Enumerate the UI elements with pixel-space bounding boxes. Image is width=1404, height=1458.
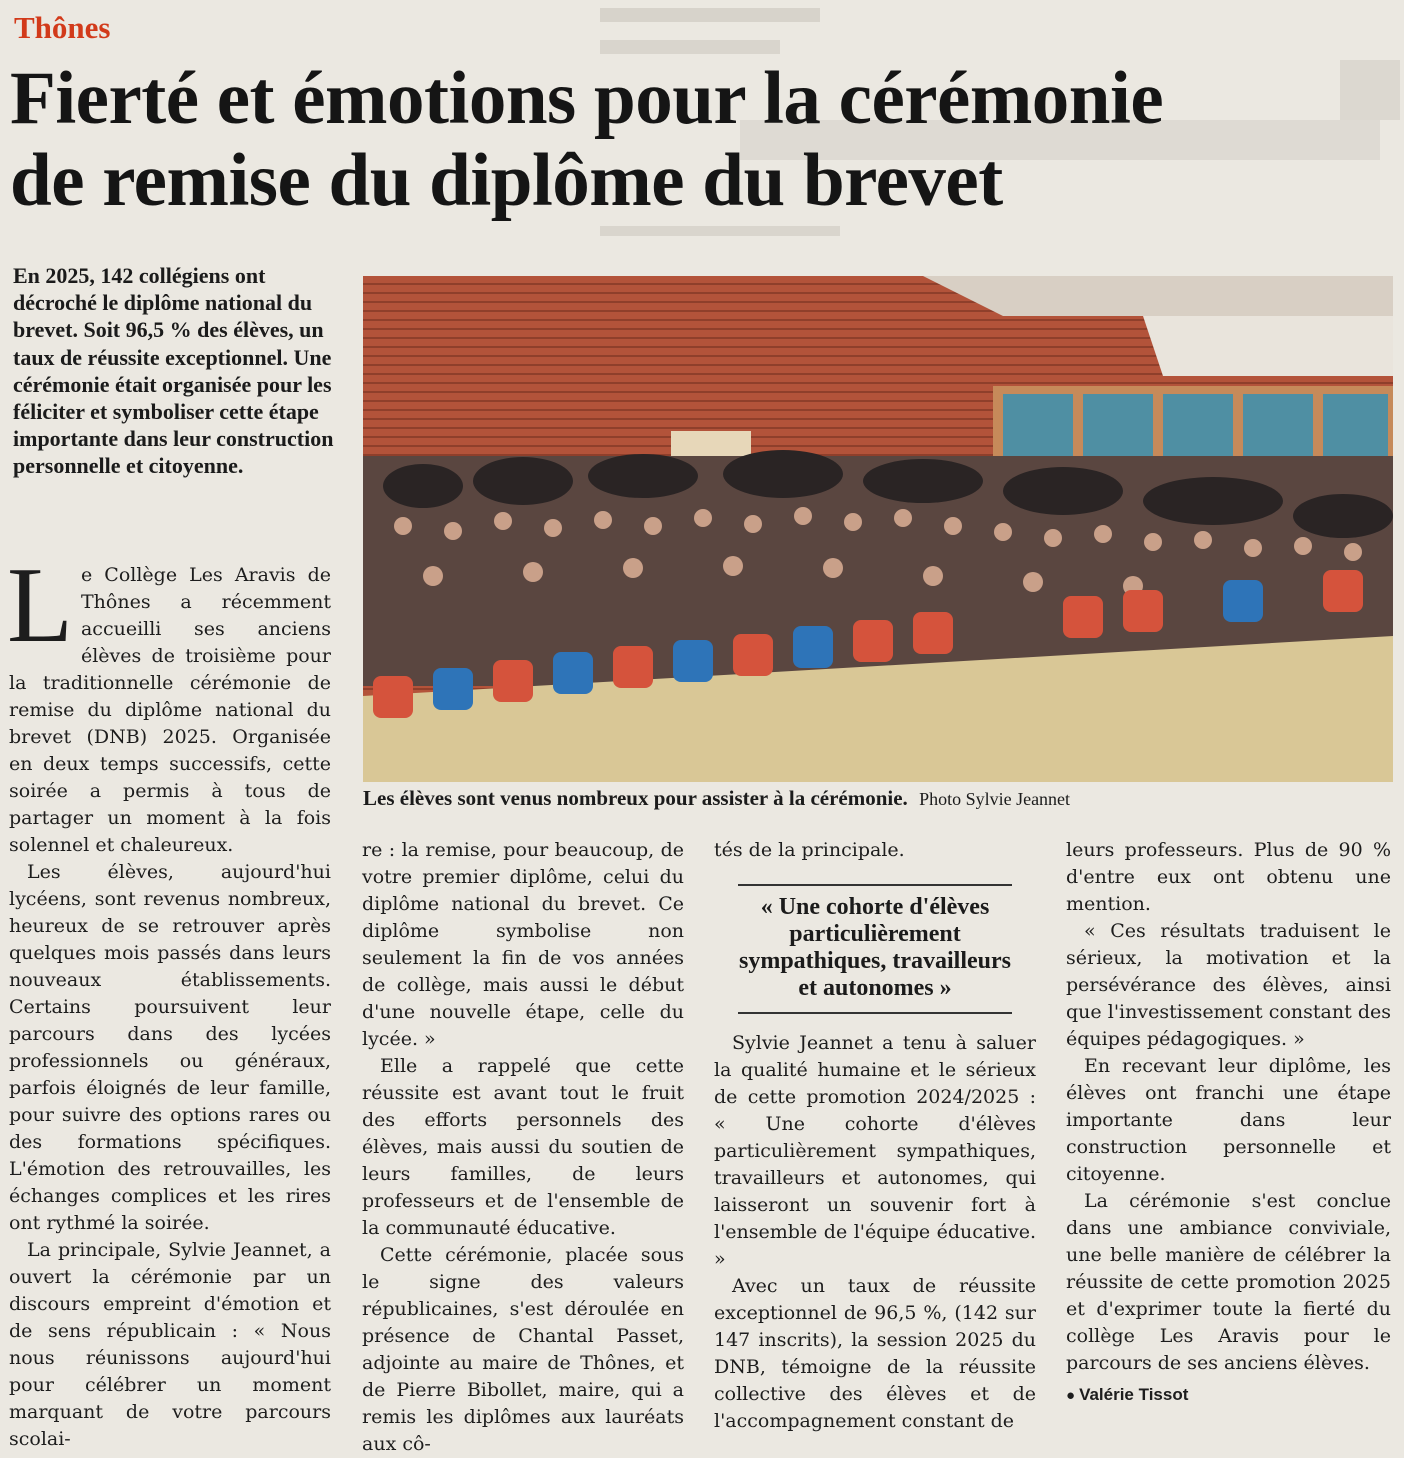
article-lead: En 2025, 142 collégiens ont décroché le diplôme national du brevet. Soit 96,5 % des élèves, un taux de réussite exceptionnel. Une cérémonie était organisée pour les féliciter et symboliser cette étape importante dans leur construction personnelle et citoyenne. [13,263,334,479]
ceremony-photo-illustration [363,276,1393,782]
author-name: Valérie Tissot [1079,1385,1189,1404]
drop-cap: L [7,546,73,665]
column-3-paragraph-1: tés de la principale. [714,839,905,861]
column-3-paragraph-2: Sylvie Jeannet a tenu à saluer la qualité humaine et le sérieux de cette promotion 2024/2025 : « Une cohorte d'élèves particulièrement sympathiques, travailleurs et autonomes, qui laisseront un souvenir fort à l'ensemble de l'équipe éducative. » [714,1032,1036,1270]
column-4-paragraph-4: La cérémonie s'est conclue dans une ambiance conviviale, une belle manière de célébrer la réussite de cette promotion 2025 et d'exprimer toute la fierté du collège Les Aravis pour le parcours de ses anciens élèves. [1066,1190,1391,1374]
column-3-paragraph-3: Avec un taux de réussite exceptionnel de 96,5 %, (142 sur 147 inscrits), la session 2025 du DNB, témoigne de la réussite collective des élèves et de l'accompagnement constant de [714,1275,1036,1432]
column-2-paragraph-2: Elle a rappelé que cette réussite est avant tout le fruit des efforts personnels des élèves, mais aussi du soutien de leurs familles, de leurs professeurs et de l'ensemble de la communauté éducative. [362,1055,684,1239]
column-1-paragraph-2: Les élèves, aujourd'hui lycéens, sont revenus nombreux, heureux de se retrouver après quelques mois passés dans leurs nouveaux établissements. Certains poursuivent leur parcours dans des lycées professionnels ou généraux, parfois éloignés de leur famille, pour suivre des options rares ou des formations spécifiques. L'émotion des retrouvailles, les échanges complices et les rires ont rythmé la soirée. [9,861,331,1234]
article-column-3 [714,837,1036,1435]
ceremony-photo [363,276,1393,782]
article-kicker: Thônes [14,10,111,45]
photo-credit: Photo Sylvie Jeannet [919,789,1071,809]
column-2-paragraph-3: Cette cérémonie, placée sous le signe des valeurs républicaines, s'est déroulée en présence de Chantal Passet, adjointe au maire de Thônes, et de Pierre Bibollet, maire, qui a remis les diplômes aux lauréats aux cô- [362,1244,684,1455]
article-column-2 [362,837,684,1458]
column-4-paragraph-3: En recevant leur diplôme, les élèves ont franchi une étape importante dans leur construction personnelle et citoyenne. [1066,1055,1391,1185]
column-4-paragraph-1: leurs professeurs. Plus de 90 % d'entre eux ont obtenu une mention. [1066,839,1391,915]
column-4-paragraph-2: « Ces résultats traduisent le sérieux, la motivation et la persévérance des élèves, ainsi que l'investissement constant des équipes pédagogiques. » [1066,920,1391,1050]
column-1-paragraph-1-text: e Collège Les Aravis de Thônes a récemment accueilli ses anciens élèves de troisième pour la traditionnelle cérémonie de remise du diplôme national du brevet (DNB) 2025. Organisée en deux temps successifs, cette soirée a permis à tous de partager un moment à la fois solennel et chaleureux. [9,564,331,856]
column-1-paragraph-3: La principale, Sylvie Jeannet, a ouvert la cérémonie par un discours empreint d'émotion et de sens républicain : « Nous nous réunissons aujourd'hui pour célébrer un moment marquant de votre parcours scolai- [9,1239,331,1450]
article-column-1 [7,546,331,1453]
bullet-icon: ● [1066,1387,1076,1404]
pull-quote: « Une cohorte d'élèves particulièrement sympathiques, travailleurs et autonomes » [738,884,1012,1014]
headline-line-2: de remise du diplôme du brevet [10,139,1003,222]
column-2-paragraph-1: re : la remise, pour beaucoup, de votre premier diplôme, celui du diplôme national du brevet. Ce diplôme symbolise non seulement la fin de vos années de collège, mais aussi le début d'une nouvelle étape, celle du lycée. » [362,839,684,1050]
photo-caption-text: Les élèves sont venus nombreux pour assister à la cérémonie. [363,786,908,810]
author-byline [1066,1381,1391,1409]
headline-line-1: Fierté et émotions pour la cérémonie [10,57,1164,140]
column-1-paragraph-1 [7,546,331,859]
photo-caption [363,786,1393,811]
article-column-4 [1066,837,1391,1409]
article-headline [10,58,1390,222]
